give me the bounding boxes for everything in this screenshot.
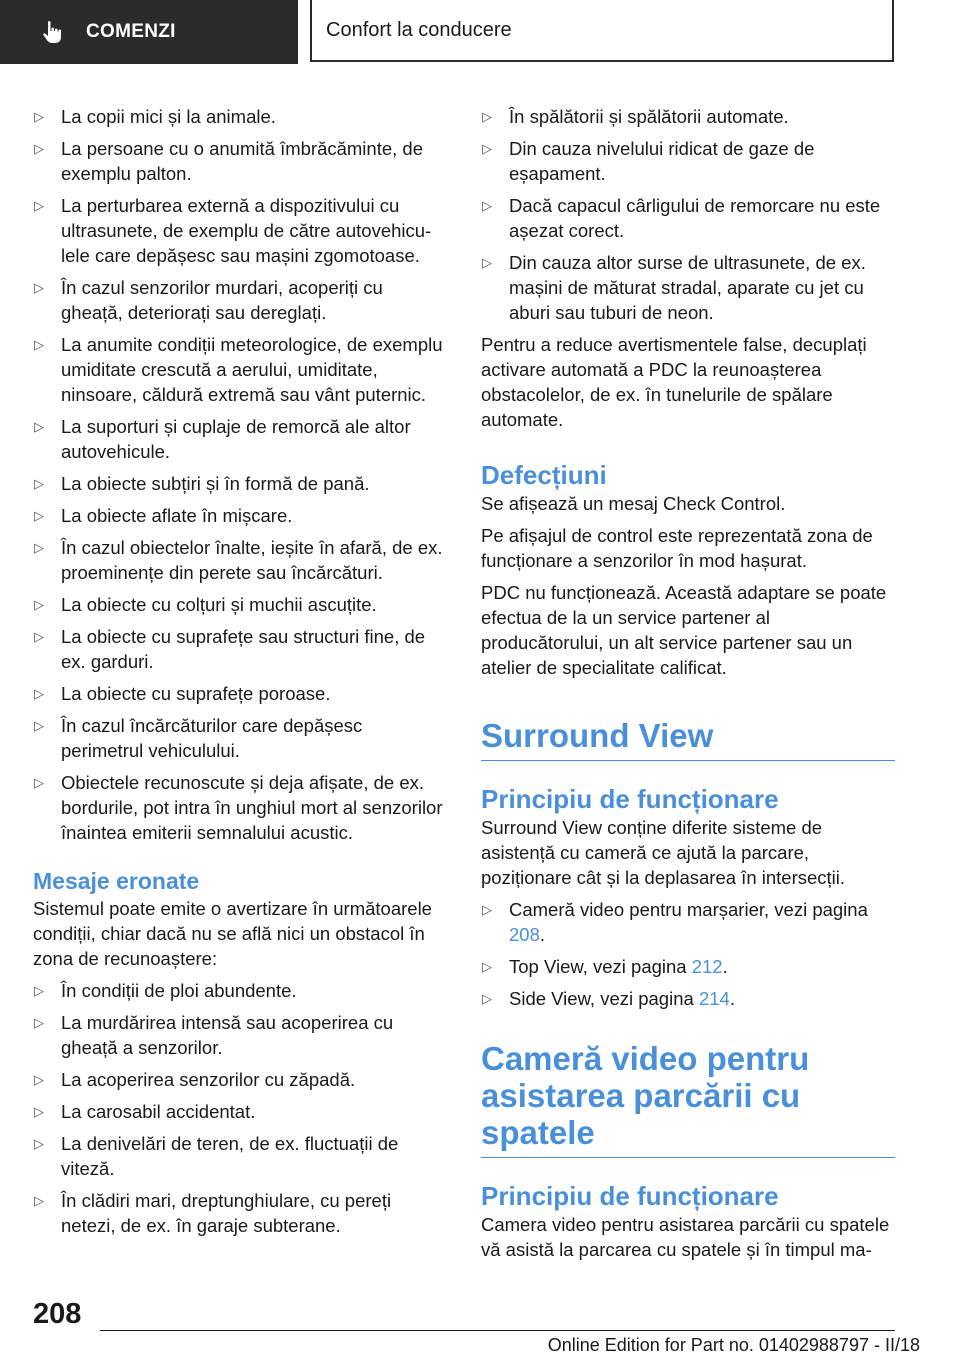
page-link[interactable]: 212 bbox=[691, 956, 723, 977]
right-column bbox=[481, 104, 895, 1269]
left-column bbox=[33, 104, 443, 1245]
list-item-text: Din cauza nivelului ridicat de gaze de eșapament. bbox=[509, 138, 815, 184]
triangle-bullet-icon: ▷ bbox=[34, 1136, 44, 1151]
list-item-text: În cazul obiectelor înalte, ieșite în afară, de ex. proeminențe din perete sau încărcături. bbox=[61, 537, 443, 583]
list-item bbox=[33, 713, 443, 763]
triangle-bullet-icon: ▷ bbox=[34, 198, 44, 213]
paragraph-camera: Camera video pentru asistarea parcării cu spatele vă asistă la parcarea cu spatele și în timpul ma- bbox=[481, 1214, 890, 1260]
triangle-bullet-icon: ▷ bbox=[34, 419, 44, 434]
list-item bbox=[481, 136, 895, 186]
list-item bbox=[33, 535, 443, 585]
triangle-bullet-icon: ▷ bbox=[482, 959, 492, 974]
list-item bbox=[33, 592, 443, 617]
list-item-text: În spălătorii și spălătorii automate. bbox=[509, 106, 789, 127]
list-item: ▷ Side View, vezi pagina 214. bbox=[482, 988, 735, 1009]
list-item-text: Cameră video pentru marșarier, vezi pagina bbox=[509, 899, 868, 920]
triangle-bullet-icon: ▷ bbox=[34, 1072, 44, 1087]
list-item bbox=[481, 250, 895, 325]
triangle-bullet-icon: ▷ bbox=[482, 109, 492, 124]
page-number: 208 bbox=[33, 1298, 82, 1330]
heading-principiu-1: Principiu de funcționare bbox=[481, 784, 779, 814]
triangle-bullet-icon: ▷ bbox=[482, 141, 492, 156]
triangle-bullet-icon: ▷ bbox=[482, 198, 492, 213]
list-item-text: La obiecte subțiri și în formă de pană. bbox=[61, 473, 370, 494]
paragraph-mesaje: Sistemul poate emite o avertizare în următoarele condiții, chiar dacă nu se află nici un obstacol în zona de recunoaștere: bbox=[33, 898, 432, 969]
triangle-bullet-icon: ▷ bbox=[482, 255, 492, 270]
list-item bbox=[33, 1099, 443, 1124]
list-item bbox=[33, 1188, 443, 1238]
edition-info: Online Edition for Part no. 01402988797 - II/18 bbox=[547, 1335, 920, 1355]
triangle-bullet-icon: ▷ bbox=[34, 540, 44, 555]
list-item-text: La denivelări de teren, de ex. fluctuații de viteză. bbox=[61, 1133, 399, 1179]
heading-surround-view: Surround View bbox=[481, 717, 714, 754]
triangle-bullet-icon: ▷ bbox=[34, 597, 44, 612]
section-tab-confort[interactable] bbox=[310, 0, 894, 62]
paragraph-false-warnings: Pentru a reduce avertismentele false, decuplați activare automată a PDC la reunoașterea obstacolelor, de ex. în tunelurile de spălare automate. bbox=[481, 334, 867, 430]
paragraph-defectiuni-2: Pe afișajul de control este reprezentată zona de funcționare a senzorilor în mod hașurat. bbox=[481, 525, 873, 571]
list-item bbox=[33, 332, 443, 407]
triangle-bullet-icon: ▷ bbox=[34, 1104, 44, 1119]
chapter-tab-comenzi[interactable] bbox=[0, 0, 298, 64]
triangle-bullet-icon: ▷ bbox=[482, 902, 492, 917]
list-item bbox=[33, 1131, 443, 1181]
footer-rule bbox=[100, 1330, 895, 1331]
false-warning-list-continued bbox=[481, 104, 895, 325]
list-item-text: Top View, vezi pagina bbox=[509, 956, 692, 977]
heading-principiu-2: Principiu de funcționare bbox=[481, 1181, 779, 1211]
list-item-text: La obiecte cu colțuri și muchii ascuțite. bbox=[61, 594, 377, 615]
list-item-text: Obiectele recunoscute și deja afișate, de ex. bordurile, pot intra în unghiul mort al senzorilor înaintea emiterii semnalului acustic. bbox=[61, 772, 443, 843]
triangle-bullet-icon: ▷ bbox=[34, 775, 44, 790]
list-item bbox=[481, 193, 895, 243]
page-link[interactable]: 214 bbox=[698, 988, 730, 1009]
list-item: ▷ Top View, vezi pagina 212. bbox=[482, 956, 728, 977]
list-item-text: La obiecte aflate în mișcare. bbox=[61, 505, 293, 526]
page-header bbox=[0, 0, 960, 66]
heading-camera-video: Cameră video pentru asistarea parcării cu spatele bbox=[481, 1040, 810, 1151]
list-item-text: La perturbarea externă a dispozitivului cu ultrasunete, de exemplu de către autovehiculele care depășesc sau mașini zgomotoase. bbox=[61, 195, 432, 266]
list-item bbox=[33, 624, 443, 674]
triangle-bullet-icon: ▷ bbox=[34, 141, 44, 156]
list-item-text: La persoane cu o anumită îmbrăcăminte, de exemplu palton. bbox=[61, 138, 423, 184]
list-item-text: În cazul încărcăturilor care depășesc perimetrul vehiculului. bbox=[61, 715, 363, 761]
list-item-text: În cazul senzorilor murdari, acoperiți cu gheață, deteriorați sau dereglați. bbox=[61, 277, 383, 323]
list-item: ▷ Cameră video pentru marșarier, vezi pagina 208. bbox=[482, 899, 868, 945]
surround-view-list bbox=[481, 897, 895, 1011]
list-item bbox=[33, 193, 443, 268]
list-item-text: La murdărirea intensă sau acoperirea cu gheață a senzorilor. bbox=[61, 1012, 394, 1058]
triangle-bullet-icon: ▷ bbox=[34, 983, 44, 998]
list-item-text: La copii mici și la animale. bbox=[61, 106, 276, 127]
list-item-text: La suporturi și cuplaje de remorcă ale altor autovehicule. bbox=[61, 416, 411, 462]
section-tab-label: Confort la conducere bbox=[326, 18, 512, 41]
list-item-text: La obiecte cu suprafețe poroase. bbox=[61, 683, 331, 704]
false-warning-list bbox=[33, 978, 443, 1238]
list-item-text: Side View, vezi pagina bbox=[509, 988, 699, 1009]
list-item bbox=[33, 471, 443, 496]
list-item bbox=[33, 1010, 443, 1060]
triangle-bullet-icon: ▷ bbox=[482, 991, 492, 1006]
list-item bbox=[33, 136, 443, 186]
triangle-bullet-icon: ▷ bbox=[34, 109, 44, 124]
paragraph-surround: Surround View conține diferite sisteme de asistență cu cameră ce ajută la parcare, poziționare cât și la deplasarea în intersecții. bbox=[481, 817, 846, 888]
list-item bbox=[33, 1067, 443, 1092]
list-item bbox=[33, 503, 443, 528]
triangle-bullet-icon: ▷ bbox=[34, 476, 44, 491]
list-item bbox=[33, 104, 443, 129]
list-item bbox=[33, 275, 443, 325]
paragraph-defectiuni-1: Se afișează un mesaj Check Control. bbox=[481, 493, 786, 514]
list-item bbox=[33, 978, 443, 1003]
heading-defectiuni: Defecțiuni bbox=[481, 460, 607, 490]
page-link[interactable]: 208 bbox=[509, 924, 540, 945]
list-item-text: La acoperirea senzorilor cu zăpadă. bbox=[61, 1069, 356, 1090]
triangle-bullet-icon: ▷ bbox=[34, 337, 44, 352]
hand-pointer-icon bbox=[42, 20, 66, 44]
list-item-text: În condiții de ploi abundente. bbox=[61, 980, 297, 1001]
chapter-tab-label: COMENZI bbox=[86, 21, 176, 42]
triangle-bullet-icon: ▷ bbox=[34, 280, 44, 295]
list-item-text: La obiecte cu suprafețe sau structuri fine, de ex. garduri. bbox=[61, 626, 426, 672]
list-item-text: Dacă capacul cârligului de remorcare nu este așezat corect. bbox=[509, 195, 881, 241]
list-item bbox=[481, 104, 895, 129]
list-item-text: La carosabil accidentat. bbox=[61, 1101, 256, 1122]
paragraph-defectiuni-3: PDC nu funcționează. Această adaptare se poate efectua de la un service partener al producătorului, un alt service partener sau un atelier de specialitate calificat. bbox=[481, 582, 887, 678]
list-item bbox=[33, 414, 443, 464]
list-item bbox=[33, 770, 443, 845]
list-item-text: Din cauza altor surse de ultrasunete, de ex. mașini de măturat stradal, aparate cu jet cu aburi sau tuburi de neon. bbox=[509, 252, 866, 323]
triangle-bullet-icon: ▷ bbox=[34, 629, 44, 644]
triangle-bullet-icon: ▷ bbox=[34, 1193, 44, 1208]
triangle-bullet-icon: ▷ bbox=[34, 718, 44, 733]
list-item-text: La anumite condiții meteorologice, de exemplu umiditate crescută a aerului, umiditate, ninsoare, căldură extremă sau vânt puternic. bbox=[61, 334, 443, 405]
heading-mesaje-eronate: Mesaje eronate bbox=[33, 868, 200, 894]
list-item bbox=[33, 681, 443, 706]
triangle-bullet-icon: ▷ bbox=[34, 686, 44, 701]
undetected-objects-list bbox=[33, 104, 443, 845]
triangle-bullet-icon: ▷ bbox=[34, 508, 44, 523]
list-item-text: În clădiri mari, dreptunghiulare, cu pereți netezi, de ex. în garaje subterane. bbox=[61, 1190, 392, 1236]
triangle-bullet-icon: ▷ bbox=[34, 1015, 44, 1030]
